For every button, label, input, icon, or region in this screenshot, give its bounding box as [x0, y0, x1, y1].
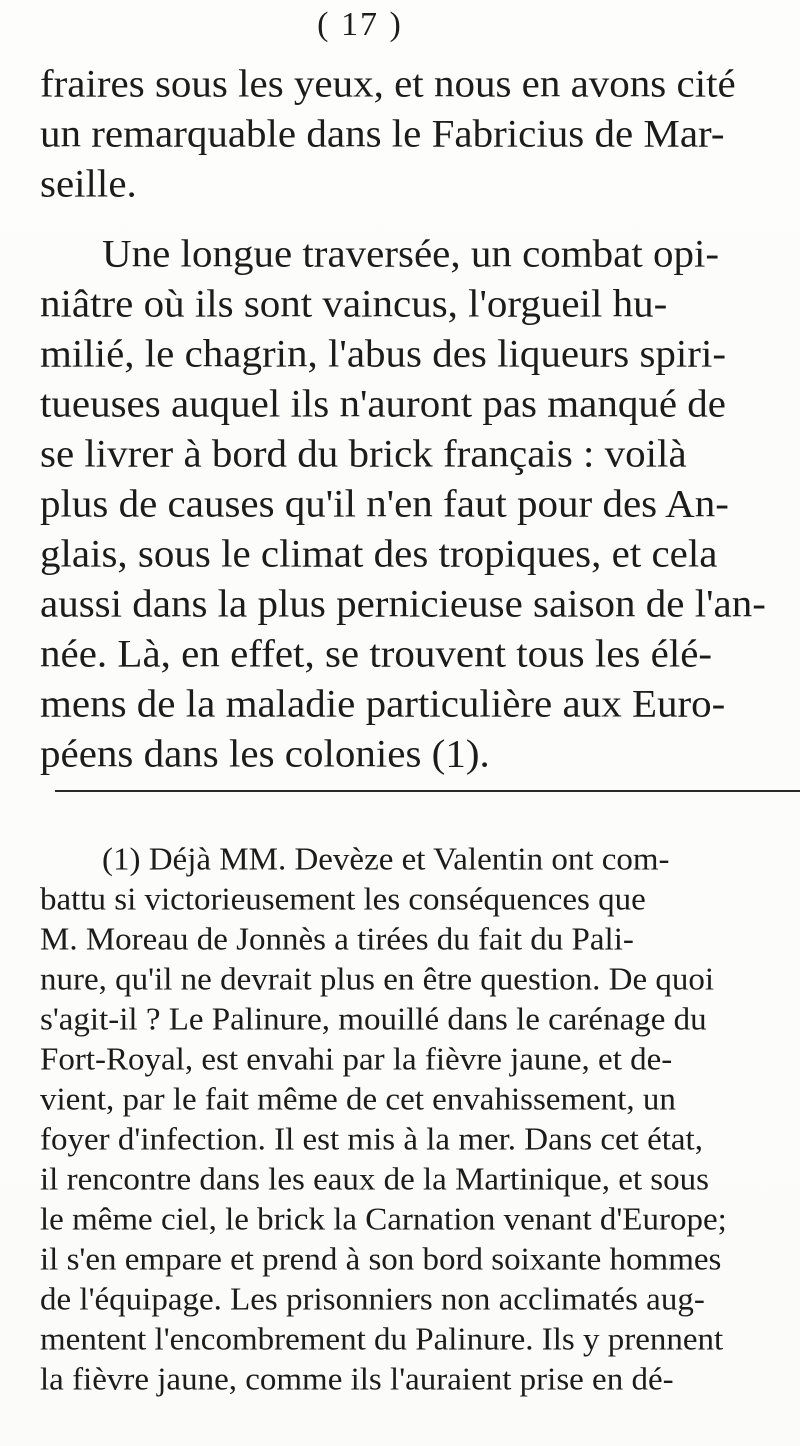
footnote-line: le même ciel, le brick la Carnation venant d'Europe; [40, 1202, 727, 1238]
text-line: plus de causes qu'il n'en faut pour des An- [40, 481, 729, 525]
footnote-line: (1) Déjà MM. Devèze et Valentin ont com- [102, 842, 670, 878]
footnote-line: Fort-Royal, est envahi par la fièvre jaune, et de- [40, 1042, 673, 1078]
footnote-line: il s'en empare et prend à son bord soixante hommes [40, 1242, 722, 1278]
paragraph-gap [40, 208, 800, 228]
page-number: ( 17 ) [317, 6, 403, 43]
text-line: niâtre où ils sont vaincus, l'orgueil hu- [40, 281, 668, 325]
footnote-line: vient, par le fait même de cet envahissement, un [40, 1082, 676, 1118]
footnote-line: M. Moreau de Jonnès a tirées du fait du Pali- [40, 922, 634, 958]
text-line: glais, sous le climat des tropiques, et cela [40, 531, 718, 575]
text-line: aussi dans la plus pernicieuse saison de l'an- [40, 581, 766, 625]
footnote-line: de l'équipage. Les prisonniers non acclimatés aug- [40, 1282, 705, 1318]
footnote-line: mentent l'encombrement du Palinure. Ils y prennent [40, 1322, 724, 1358]
text-line: seille. [40, 161, 137, 205]
footnote-line: il rencontre dans les eaux de la Martinique, et sous [40, 1162, 709, 1198]
text-line: tueuses auquel ils n'auront pas manqué de [40, 381, 726, 425]
text-line: Une longue traversée, un combat opi- [102, 231, 720, 275]
text-line: se livrer à bord du brick français : voilà [40, 431, 687, 475]
footnote [40, 840, 800, 1400]
text-line: mens de la maladie particulière aux Euro- [40, 681, 726, 725]
text-line: péens dans les colonies (1). [40, 731, 490, 775]
footnote-line: battu si victorieusement les conséquences que [40, 882, 646, 918]
footnote-line: la fièvre jaune, comme ils l'auraient prise en dé- [40, 1362, 674, 1398]
text-line: un remarquable dans le Fabricius de Mar- [40, 111, 725, 155]
footnote-line: s'agit-il ? Le Palinure, mouillé dans le carénage du [40, 1002, 707, 1038]
text-line: milié, le chagrin, l'abus des liqueurs spiri- [40, 331, 727, 375]
text-line: née. Là, en effet, se trouvent tous les élé- [40, 631, 713, 675]
text-line: fraires sous les yeux, et nous en avons cité [40, 61, 736, 105]
main-text [40, 58, 800, 778]
footnote-rule [55, 790, 800, 792]
footnote-line: nure, qu'il ne devrait plus en être question. De quoi [40, 962, 715, 998]
footnote-line: foyer d'infection. Il est mis à la mer. Dans cet état, [40, 1122, 703, 1158]
